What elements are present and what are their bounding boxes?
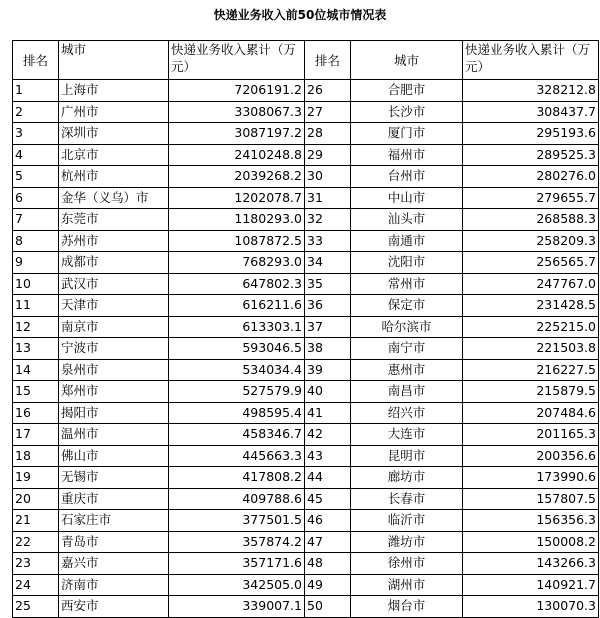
cell-revenue: 289525.3 bbox=[463, 144, 599, 166]
cell-rank: 48 bbox=[305, 553, 351, 575]
cell-city: 郑州市 bbox=[59, 381, 169, 403]
table-row bbox=[13, 123, 599, 145]
cell-rank: 21 bbox=[13, 510, 59, 532]
cell-revenue: 7206191.2 bbox=[169, 80, 305, 102]
cell-city: 大连市 bbox=[351, 424, 463, 446]
cell-city: 武汉市 bbox=[59, 273, 169, 295]
cell-rank: 42 bbox=[305, 424, 351, 446]
cell-revenue: 156356.3 bbox=[463, 510, 599, 532]
cell-city: 临沂市 bbox=[351, 510, 463, 532]
cell-city: 绍兴市 bbox=[351, 402, 463, 424]
cell-city: 南京市 bbox=[59, 316, 169, 338]
cell-rank: 40 bbox=[305, 381, 351, 403]
cell-revenue: 1087872.5 bbox=[169, 230, 305, 252]
cell-revenue: 647802.3 bbox=[169, 273, 305, 295]
cell-city: 金华（义乌）市 bbox=[59, 187, 169, 209]
cell-revenue: 216227.5 bbox=[463, 359, 599, 381]
cell-revenue: 1202078.7 bbox=[169, 187, 305, 209]
cell-city: 泉州市 bbox=[59, 359, 169, 381]
cell-city: 廊坊市 bbox=[351, 467, 463, 489]
cell-city: 宁波市 bbox=[59, 338, 169, 360]
table-row bbox=[13, 273, 599, 295]
cell-revenue: 3087197.2 bbox=[169, 123, 305, 145]
cell-revenue: 295193.6 bbox=[463, 123, 599, 145]
table-row bbox=[13, 553, 599, 575]
cell-rank: 47 bbox=[305, 531, 351, 553]
cell-revenue: 3308067.3 bbox=[169, 101, 305, 123]
cell-revenue: 201165.3 bbox=[463, 424, 599, 446]
cell-city: 烟台市 bbox=[351, 596, 463, 618]
cell-city: 徐州市 bbox=[351, 553, 463, 575]
cell-city: 重庆市 bbox=[59, 488, 169, 510]
cell-city: 无锡市 bbox=[59, 467, 169, 489]
cell-revenue: 342505.0 bbox=[169, 574, 305, 596]
cell-rank: 49 bbox=[305, 574, 351, 596]
table-row bbox=[13, 402, 599, 424]
cell-rank: 5 bbox=[13, 166, 59, 188]
cell-city: 青岛市 bbox=[59, 531, 169, 553]
table-row bbox=[13, 510, 599, 532]
cell-revenue: 417808.2 bbox=[169, 467, 305, 489]
cell-revenue: 221503.8 bbox=[463, 338, 599, 360]
cell-rank: 3 bbox=[13, 123, 59, 145]
cell-city: 厦门市 bbox=[351, 123, 463, 145]
table-row bbox=[13, 80, 599, 102]
cell-city: 北京市 bbox=[59, 144, 169, 166]
cell-revenue: 768293.0 bbox=[169, 252, 305, 274]
cell-rank: 31 bbox=[305, 187, 351, 209]
cell-city: 济南市 bbox=[59, 574, 169, 596]
cell-city: 合肥市 bbox=[351, 80, 463, 102]
cell-rank: 27 bbox=[305, 101, 351, 123]
cell-city: 潍坊市 bbox=[351, 531, 463, 553]
cell-rank: 4 bbox=[13, 144, 59, 166]
table-row bbox=[13, 316, 599, 338]
cell-rank: 32 bbox=[305, 209, 351, 231]
cell-city: 天津市 bbox=[59, 295, 169, 317]
cell-rank: 33 bbox=[305, 230, 351, 252]
cell-revenue: 2039268.2 bbox=[169, 166, 305, 188]
cell-city: 南宁市 bbox=[351, 338, 463, 360]
cell-city: 长春市 bbox=[351, 488, 463, 510]
cell-city: 佛山市 bbox=[59, 445, 169, 467]
cell-city: 苏州市 bbox=[59, 230, 169, 252]
cell-rank: 18 bbox=[13, 445, 59, 467]
cell-city: 嘉兴市 bbox=[59, 553, 169, 575]
cell-rank: 16 bbox=[13, 402, 59, 424]
table-row bbox=[13, 187, 599, 209]
cell-city: 湖州市 bbox=[351, 574, 463, 596]
cell-revenue: 215879.5 bbox=[463, 381, 599, 403]
cell-rank: 13 bbox=[13, 338, 59, 360]
cell-revenue: 157807.5 bbox=[463, 488, 599, 510]
cell-rank: 28 bbox=[305, 123, 351, 145]
cell-revenue: 613303.1 bbox=[169, 316, 305, 338]
cell-city: 长沙市 bbox=[351, 101, 463, 123]
cell-revenue: 150008.2 bbox=[463, 531, 599, 553]
cell-revenue: 231428.5 bbox=[463, 295, 599, 317]
cell-rank: 6 bbox=[13, 187, 59, 209]
cell-revenue: 207484.6 bbox=[463, 402, 599, 424]
cell-revenue: 173990.6 bbox=[463, 467, 599, 489]
cell-city: 台州市 bbox=[351, 166, 463, 188]
page-title: 快递业务收入前50位城市情况表 bbox=[213, 8, 387, 22]
cell-revenue: 357874.2 bbox=[169, 531, 305, 553]
cell-rank: 30 bbox=[305, 166, 351, 188]
cell-city: 西安市 bbox=[59, 596, 169, 618]
cell-rank: 43 bbox=[305, 445, 351, 467]
cell-rank: 9 bbox=[13, 252, 59, 274]
header-rank: 排名 bbox=[13, 41, 59, 80]
header-revenue: 快递业务收入累计（万元） bbox=[169, 41, 305, 80]
cell-rank: 23 bbox=[13, 553, 59, 575]
ranking-table bbox=[12, 40, 599, 618]
cell-city: 哈尔滨市 bbox=[351, 316, 463, 338]
cell-revenue: 1180293.0 bbox=[169, 209, 305, 231]
cell-rank: 29 bbox=[305, 144, 351, 166]
table-row bbox=[13, 424, 599, 446]
header-city-2: 城市 bbox=[351, 41, 463, 80]
cell-rank: 12 bbox=[13, 316, 59, 338]
cell-revenue: 498595.4 bbox=[169, 402, 305, 424]
cell-city: 惠州市 bbox=[351, 359, 463, 381]
cell-revenue: 409788.6 bbox=[169, 488, 305, 510]
cell-revenue: 130070.3 bbox=[463, 596, 599, 618]
cell-rank: 14 bbox=[13, 359, 59, 381]
table-row bbox=[13, 359, 599, 381]
cell-revenue: 200356.6 bbox=[463, 445, 599, 467]
table-row bbox=[13, 230, 599, 252]
table-row bbox=[13, 488, 599, 510]
cell-city: 南通市 bbox=[351, 230, 463, 252]
cell-revenue: 458346.7 bbox=[169, 424, 305, 446]
cell-rank: 2 bbox=[13, 101, 59, 123]
cell-city: 温州市 bbox=[59, 424, 169, 446]
cell-city: 石家庄市 bbox=[59, 510, 169, 532]
cell-rank: 44 bbox=[305, 467, 351, 489]
cell-rank: 20 bbox=[13, 488, 59, 510]
cell-rank: 25 bbox=[13, 596, 59, 618]
cell-rank: 41 bbox=[305, 402, 351, 424]
cell-city: 南昌市 bbox=[351, 381, 463, 403]
table-row bbox=[13, 101, 599, 123]
cell-revenue: 377501.5 bbox=[169, 510, 305, 532]
table-row bbox=[13, 295, 599, 317]
cell-revenue: 2410248.8 bbox=[169, 144, 305, 166]
cell-city: 东莞市 bbox=[59, 209, 169, 231]
cell-rank: 45 bbox=[305, 488, 351, 510]
cell-rank: 50 bbox=[305, 596, 351, 618]
cell-revenue: 308437.7 bbox=[463, 101, 599, 123]
cell-rank: 37 bbox=[305, 316, 351, 338]
cell-rank: 17 bbox=[13, 424, 59, 446]
header-city: 城市 bbox=[59, 41, 169, 80]
cell-city: 汕头市 bbox=[351, 209, 463, 231]
cell-revenue: 527579.9 bbox=[169, 381, 305, 403]
table-body bbox=[13, 80, 599, 618]
cell-rank: 34 bbox=[305, 252, 351, 274]
cell-revenue: 357171.6 bbox=[169, 553, 305, 575]
cell-rank: 39 bbox=[305, 359, 351, 381]
cell-rank: 7 bbox=[13, 209, 59, 231]
cell-revenue: 616211.6 bbox=[169, 295, 305, 317]
header-revenue-2: 快递业务收入累计（万元） bbox=[463, 41, 599, 80]
cell-city: 深圳市 bbox=[59, 123, 169, 145]
cell-city: 广州市 bbox=[59, 101, 169, 123]
cell-revenue: 256565.7 bbox=[463, 252, 599, 274]
cell-rank: 15 bbox=[13, 381, 59, 403]
table-row bbox=[13, 209, 599, 231]
cell-revenue: 328212.8 bbox=[463, 80, 599, 102]
cell-revenue: 593046.5 bbox=[169, 338, 305, 360]
cell-city: 福州市 bbox=[351, 144, 463, 166]
table-header-row bbox=[13, 41, 599, 80]
cell-rank: 10 bbox=[13, 273, 59, 295]
cell-rank: 38 bbox=[305, 338, 351, 360]
cell-city: 揭阳市 bbox=[59, 402, 169, 424]
table-row bbox=[13, 166, 599, 188]
cell-rank: 35 bbox=[305, 273, 351, 295]
cell-revenue: 258209.3 bbox=[463, 230, 599, 252]
table-row bbox=[13, 338, 599, 360]
table-row bbox=[13, 252, 599, 274]
cell-revenue: 534034.4 bbox=[169, 359, 305, 381]
cell-rank: 26 bbox=[305, 80, 351, 102]
table-row bbox=[13, 381, 599, 403]
cell-city: 常州市 bbox=[351, 273, 463, 295]
cell-rank: 36 bbox=[305, 295, 351, 317]
table-row bbox=[13, 531, 599, 553]
header-rank-2: 排名 bbox=[305, 41, 351, 80]
cell-city: 沈阳市 bbox=[351, 252, 463, 274]
cell-city: 保定市 bbox=[351, 295, 463, 317]
cell-revenue: 339007.1 bbox=[169, 596, 305, 618]
table-row bbox=[13, 467, 599, 489]
cell-revenue: 445663.3 bbox=[169, 445, 305, 467]
table-row bbox=[13, 144, 599, 166]
table-row bbox=[13, 574, 599, 596]
cell-rank: 24 bbox=[13, 574, 59, 596]
cell-rank: 11 bbox=[13, 295, 59, 317]
cell-revenue: 279655.7 bbox=[463, 187, 599, 209]
table-row bbox=[13, 596, 599, 618]
cell-rank: 46 bbox=[305, 510, 351, 532]
cell-city: 杭州市 bbox=[59, 166, 169, 188]
cell-revenue: 280276.0 bbox=[463, 166, 599, 188]
cell-city: 上海市 bbox=[59, 80, 169, 102]
cell-city: 成都市 bbox=[59, 252, 169, 274]
cell-revenue: 225215.0 bbox=[463, 316, 599, 338]
cell-revenue: 143266.3 bbox=[463, 553, 599, 575]
cell-city: 昆明市 bbox=[351, 445, 463, 467]
cell-rank: 19 bbox=[13, 467, 59, 489]
cell-city: 中山市 bbox=[351, 187, 463, 209]
cell-rank: 1 bbox=[13, 80, 59, 102]
cell-revenue: 140921.7 bbox=[463, 574, 599, 596]
cell-revenue: 268588.3 bbox=[463, 209, 599, 231]
cell-revenue: 247767.0 bbox=[463, 273, 599, 295]
table-row bbox=[13, 445, 599, 467]
cell-rank: 8 bbox=[13, 230, 59, 252]
cell-rank: 22 bbox=[13, 531, 59, 553]
